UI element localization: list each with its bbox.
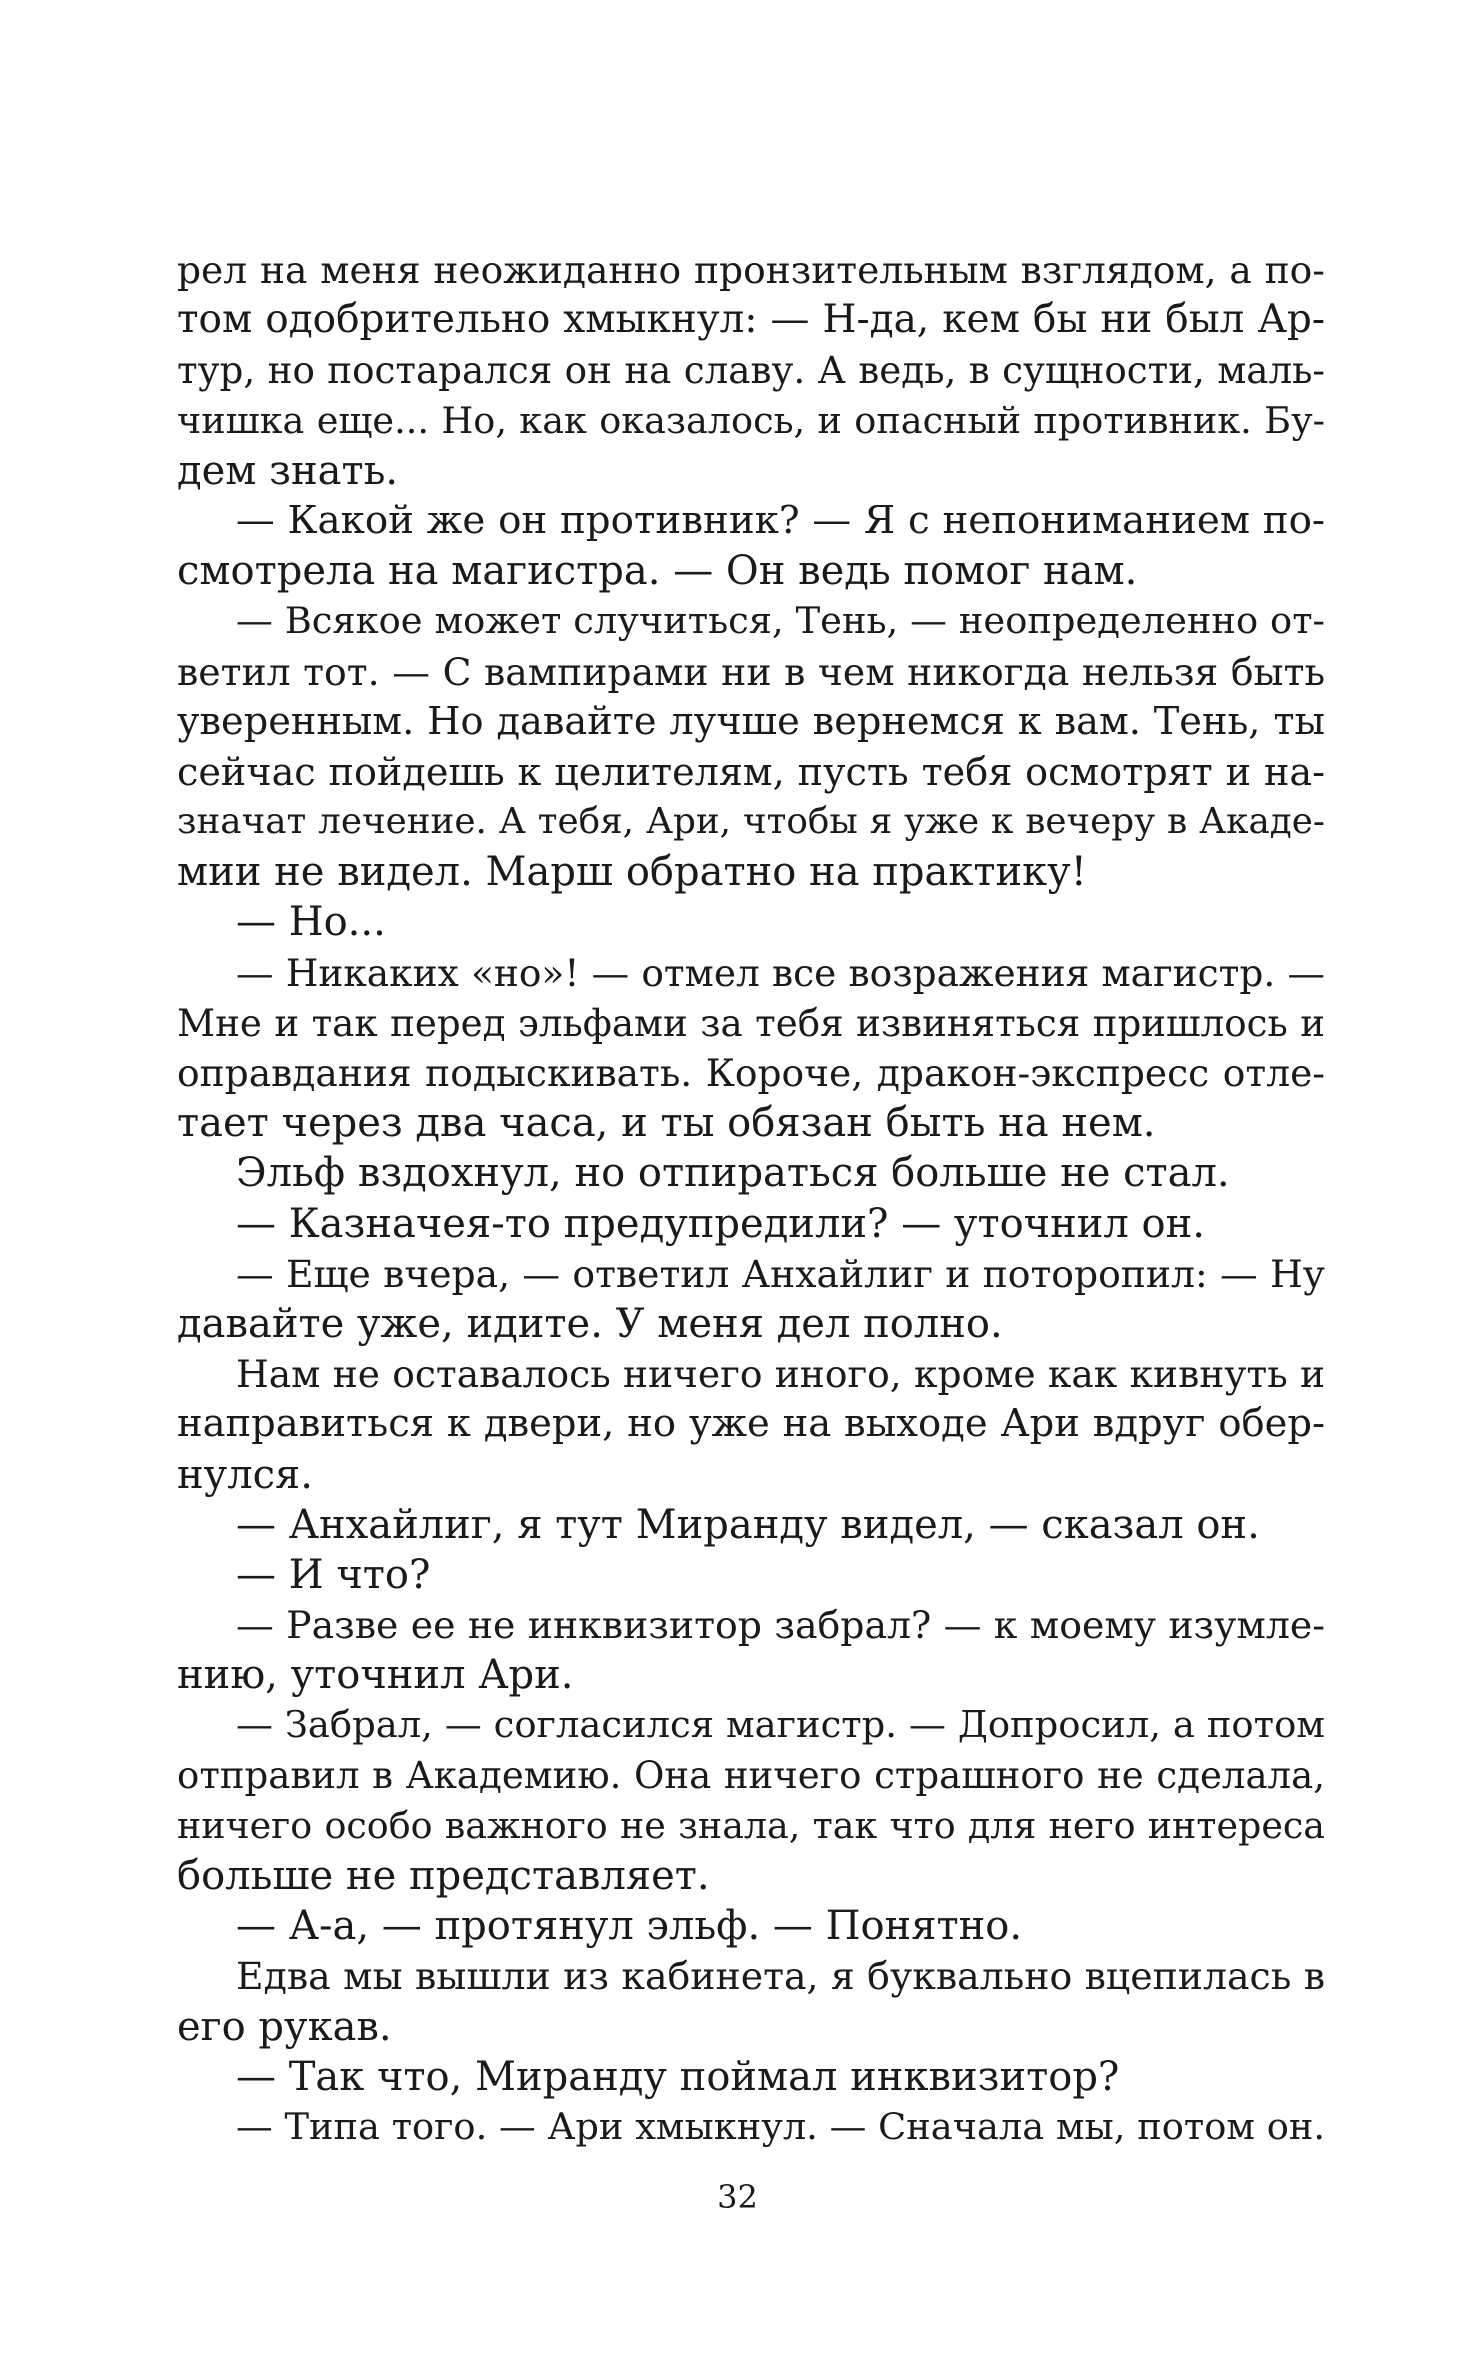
text-line: — Разве ее не инквизитор забрал? — к моему изумле- xyxy=(236,1603,1325,1648)
text-line: тает через два часа, и ты обязан быть на нем. xyxy=(177,1100,1156,1147)
text-line: смотрела на магистра. — Он ведь помог нам. xyxy=(177,548,1138,595)
text-line: ветил тот. — С вампирами ни в чем никогда нельзя быть xyxy=(177,649,1325,694)
text-line: Едва мы вышли из кабинета, я буквально вцепилась в xyxy=(236,1954,1325,1999)
text-line: — Забрал, — согласился магистр. — Допросил, а потом xyxy=(236,1703,1325,1747)
text-line: значат лечение. А тебя, Ари, чтобы я уже к вечеру в Акаде- xyxy=(177,801,1325,843)
text-line: — Еще вчера, — ответил Анхайлиг и поторопил: — Ну xyxy=(236,1251,1325,1296)
text-line: нулся. xyxy=(177,1451,313,1498)
text-line: — И что? xyxy=(236,1551,431,1598)
text-line: отправил в Академию. Она ничего страшного не сделала, xyxy=(177,1753,1325,1797)
text-line: — Так что, Миранду поймал инквизитор? xyxy=(236,2053,1120,2100)
text-line: его рукав. xyxy=(177,2003,392,2050)
text-line: — Казначея-то предупредили? — уточнил он. xyxy=(236,1200,1206,1247)
text-line: — Всякое может случиться, Тень, — неопределенно от- xyxy=(236,599,1325,643)
page-number: 32 xyxy=(717,2178,758,2216)
text-line: — А-а, — протянул эльф. — Понятно. xyxy=(236,1903,1023,1950)
text-line: оправдания подыскивать. Короче, дракон-экспресс отле- xyxy=(177,1051,1325,1095)
text-line: том одобрительно хмыкнул: — Н-да, кем бы ни был Ар- xyxy=(177,297,1325,343)
body-text xyxy=(177,245,1325,2152)
text-line: Эльф вздохнул, но отпираться больше не стал. xyxy=(236,1150,1230,1197)
text-line: — Но... xyxy=(236,899,386,946)
text-line: — Какой же он противник? — Я с непониманием по- xyxy=(236,497,1325,543)
text-line: мии не видел. Марш обратно на практику! xyxy=(177,849,1087,896)
text-line: — Анхайлиг, я тут Миранду видел, — сказал он. xyxy=(236,1501,1260,1548)
text-line: ничего особо важного не знала, так что для него интереса xyxy=(177,1803,1325,1847)
text-line: уверенным. Но давайте лучше вернемся к вам. Тень, ты xyxy=(177,698,1325,744)
text-line: больше не представляет. xyxy=(177,1853,710,1899)
text-line: дем знать. xyxy=(177,447,399,494)
text-line: направиться к двери, но уже на выходе Ари вдруг обер- xyxy=(177,1401,1325,1447)
text-line: рел на меня неожиданно пронзительным взглядом, а по- xyxy=(177,248,1325,292)
text-line: Нам не оставалось ничего иного, кроме как кивнуть и xyxy=(236,1352,1325,1397)
text-line: давайте уже, идите. У меня дел полно. xyxy=(177,1300,1003,1347)
text-line: — Типа того. — Ари хмыкнул. — Сначала мы, потом он. xyxy=(236,2104,1325,2148)
text-line: чишка еще... Но, как оказалось, и опасный противник. Бу- xyxy=(177,398,1325,442)
text-line: тур, но постарался он на славу. А ведь, в сущности, маль- xyxy=(177,348,1325,393)
text-line: нию, уточнил Ари. xyxy=(177,1652,574,1699)
text-line: сейчас пойдешь к целителям, пусть тебя осмотрят и на- xyxy=(177,749,1325,794)
text-line: Мне и так перед эльфами за тебя извиняться пришлось и xyxy=(177,1000,1325,1045)
text-line: — Никаких «но»! — отмел все возражения магистр. — xyxy=(236,950,1325,995)
